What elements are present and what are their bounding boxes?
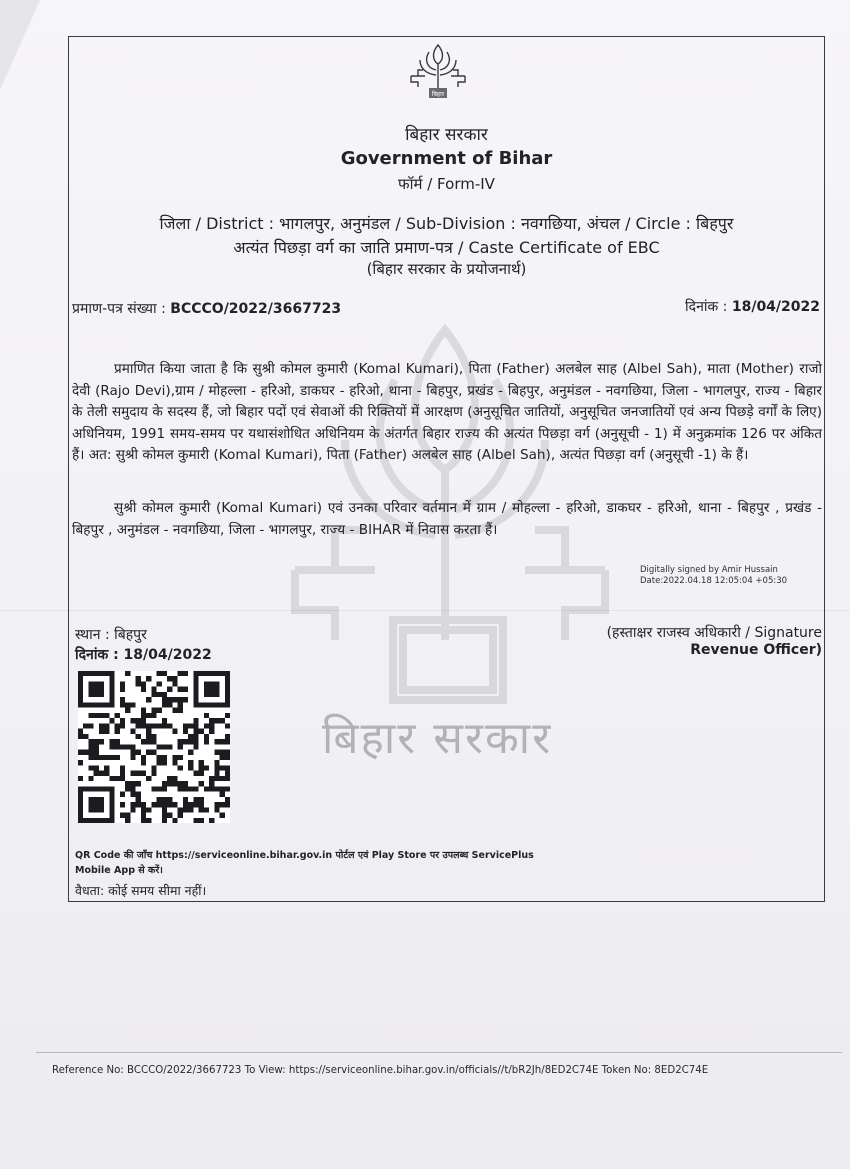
form-number: फॉर्म / Form-IV	[398, 175, 495, 193]
place: स्थान : बिहपुर	[75, 627, 147, 643]
certificate-paragraph-2: सुश्री कोमल कुमारी (Komal Kumari) एवं उनका परिवार वर्तमान में ग्राम / मोहल्ला - हरिओ, डाकघर - हरिओ, थाना - बिहपुर , प्रखंड - बिहपुर , अनुमंडल - नवगछिया, जिला - भागलपुर, राज्य - BIHAR में निवास करता हैं।	[72, 500, 822, 538]
watermark-text: बिहार सरकार	[322, 713, 553, 764]
certificate-number	[72, 299, 341, 318]
qr-code[interactable]	[78, 671, 230, 823]
paper-fold	[0, 0, 40, 90]
certificate-paragraph-1: प्रमाणित किया जाता है कि सुश्री कोमल कुमारी (Komal Kumari), पिता (Father) अलबेल साह (Albel Sah), माता (Mother) राजो देवी (Rajo Devi),ग्राम / मोहल्ला - हरिओ, डाकघर - हरिओ, थाना - बिहपुर, प्रखंड - बिहपुर, अनुमंडल - नवगछिया, जिला - भागलपुर, राज्य - बिहार के तेली समुदाय के सदस्य हैं, जो बिहार पदों एवं सेवाओं की रिक्तियों में आरक्षण (अनुसूचित जातियों, अनुसूचित जनजातियों एवं अन्य पिछड़े वर्गों के लिए) अधिनियम, 1991 समय-समय पर यथासंशोधित अधिनियम के अंतर्गत बिहार राज्य की अत्यंत पिछड़ा वर्ग (अनुसूची - 1) में अनुक्रमांक 126 पर अंकित हैं। अत: सुश्री कोमल कुमारी (Komal Kumari), पिता (Father) अलबेल साह (Albel Sah), अत्यंत पिछड़ा वर्ग (अनुसूची -1) के हैं।	[72, 361, 822, 463]
svg-text:बिहार: बिहार	[431, 91, 445, 98]
date-value: 18/04/2022	[731, 299, 820, 315]
signer-line-2: Revenue Officer)	[690, 642, 822, 658]
qr-note-line-1: QR Code की जाँच https://serviceonline.bihar.gov.in पोर्टल एवं Play Store पर उपलब्ध ServicePlus	[75, 850, 534, 861]
certificate-title: अत्यंत पिछड़ा वर्ग का जाति प्रमाण-पत्र / Caste Certificate of EBC	[233, 238, 660, 257]
validity-note: वैधता: कोई समय सीमा नहीं।	[75, 883, 207, 898]
title-english: Government of Bihar	[340, 148, 553, 169]
qr-note-line-2: Mobile App से करें।	[75, 865, 163, 876]
issue-date	[685, 297, 820, 316]
digital-signer: Digitally signed by Amir Hussain	[640, 565, 778, 575]
reference-line: Reference No: BCCCO/2022/3667723 To View: https://serviceonline.bihar.gov.in/officials//t/bR2Jh/8ED2C74E Token No: 8ED2C74E	[52, 1065, 709, 1076]
cert-no-label: प्रमाण-पत्र संख्या :	[72, 301, 166, 317]
sign-date: दिनांक : 18/04/2022	[75, 647, 212, 663]
certificate-purpose: (बिहार सरकार के प्रयोजनार्थ)	[366, 260, 527, 278]
qr-verification-note	[75, 848, 595, 878]
cert-no-value: BCCCO/2022/3667723	[170, 301, 342, 317]
district-line: जिला / District : भागलपुर, अनुमंडल / Sub-Division : नवगछिया, अंचल / Circle : बिहपुर	[159, 214, 734, 233]
bihar-emblem-icon	[407, 42, 469, 102]
signing-authority	[607, 623, 822, 658]
date-label: दिनांक :	[685, 299, 728, 315]
digital-sign-date: Date:2022.04.18 12:05:04 +05:30	[640, 576, 788, 586]
title-hindi: बिहार सरकार	[405, 125, 488, 145]
digital-signature	[640, 565, 787, 587]
signer-line-1: (हस्ताक्षर राजस्व अधिकारी / Signature	[606, 625, 822, 641]
footer-divider	[36, 1052, 842, 1053]
